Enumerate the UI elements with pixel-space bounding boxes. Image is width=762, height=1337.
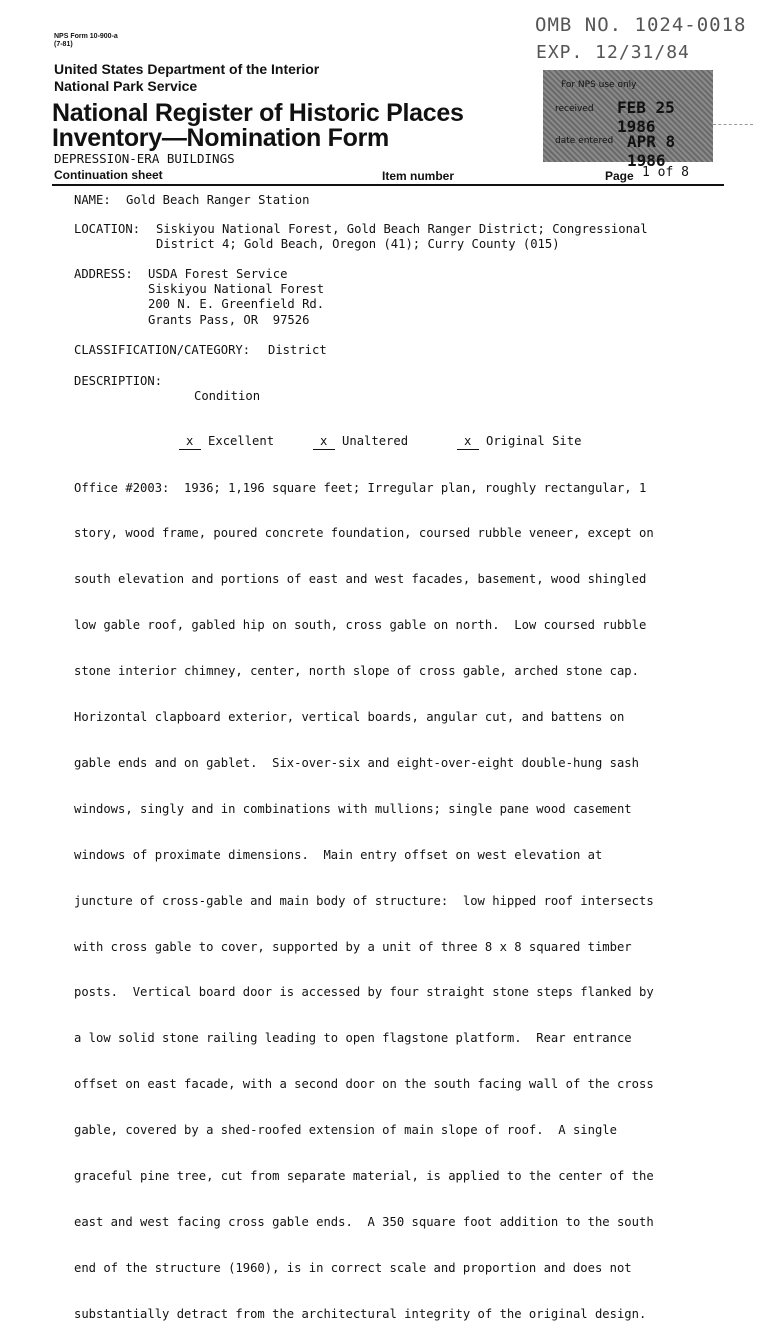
body-line: Office #2003: 1936; 1,196 square feet; Irregular plan, roughly rectangular, 1 (74, 480, 647, 495)
address-line-2: Siskiyou National Forest (148, 282, 325, 296)
address-line-1: USDA Forest Service (148, 267, 288, 281)
condition-original-site (442, 419, 581, 450)
body-line: a low solid stone railing leading to open flagstone platform. Rear entrance (74, 1031, 632, 1046)
body-line: gable, covered by a shed-roofed extension of main slope of roof. A single (74, 1123, 617, 1138)
body-line: end of the structure (1960), is in correct scale and proportion and does not (74, 1260, 632, 1275)
body-line: story, wood frame, poured concrete foundation, coursed rubble veneer, except on (74, 526, 654, 541)
page-value: 1 of 8 (642, 165, 689, 180)
location-line-1: Siskiyou National Forest, Gold Beach Ranger District; Congressional (156, 222, 648, 236)
condition-original-site-label: Original Site (486, 434, 582, 449)
body-line: Horizontal clapboard exterior, vertical boards, angular cut, and battens on (74, 710, 625, 725)
stamp-dash (713, 124, 753, 125)
stamp-received-date: FEB 25 1986 (617, 98, 675, 136)
body-line: posts. Vertical board door is accessed by four straight stone steps flanked by (74, 985, 654, 1000)
omb-number: OMB NO. 1024-0018 (535, 14, 747, 36)
condition-original-site-mark: x (457, 434, 479, 450)
body-line: windows, singly and in combinations with mullions; single pane wood casement (74, 801, 632, 816)
body-line: stone interior chimney, center, north slope of cross gable, arched stone cap. (74, 664, 639, 679)
stamp-entered-label: date entered (555, 136, 614, 146)
condition-unaltered-mark: x (313, 434, 335, 450)
body-line: east and west facing cross gable ends. A 350 square foot addition to the south (74, 1214, 654, 1229)
condition-unaltered-label: Unaltered (342, 434, 409, 449)
continuation-sheet-label: Continuation sheet (54, 168, 163, 182)
nps-use-stamp (543, 70, 713, 170)
address-line-4: Grants Pass, OR 97526 (148, 313, 310, 327)
classification-value: District (268, 343, 327, 357)
description-body (74, 450, 654, 1337)
page-label: Page (605, 169, 634, 183)
address-label: ADDRESS: (74, 267, 133, 281)
location-line-2: District 4; Gold Beach, Oregon (41); Curry County (015) (156, 237, 560, 251)
expiration-date: EXP. 12/31/84 (536, 42, 690, 63)
form-title-line2: Inventory—Nomination Form (52, 124, 389, 152)
form-title-line1: National Register of Historic Places (52, 99, 464, 127)
condition-label: Condition (194, 389, 261, 403)
form-revision: (7-81) (54, 41, 73, 48)
body-line: low gable roof, gabled hip on south, cross gable on north. Low coursed rubble (74, 618, 647, 633)
form-number: NPS Form 10-900-a (54, 33, 118, 40)
body-line: south elevation and portions of east and west facades, basement, wood shingled (74, 572, 647, 587)
item-number-label: Item number (382, 169, 455, 183)
form-subtitle: DEPRESSION-ERA BUILDINGS (54, 151, 235, 166)
location-label: LOCATION: (74, 222, 141, 236)
condition-unaltered (298, 419, 408, 450)
body-line: graceful pine tree, cut from separate material, is applied to the center of the (74, 1168, 654, 1183)
body-line: gable ends and on gablet. Six-over-six and eight-over-eight double-hung sash (74, 755, 639, 770)
condition-excellent-mark: x (179, 434, 201, 450)
description-label: DESCRIPTION: (74, 374, 163, 388)
stamp-header: For NPS use only (561, 80, 637, 90)
body-line: with cross gable to cover, supported by a unit of three 8 x 8 squared timber (74, 939, 632, 954)
body-line: offset on east facade, with a second door on the south facing wall of the cross (74, 1077, 654, 1092)
stamp-received-label: received (555, 104, 594, 114)
department-name: United States Department of the Interior (54, 61, 320, 77)
stamp-entered-date: APR 8 1986 (627, 132, 676, 170)
header-divider (52, 184, 724, 186)
condition-excellent (164, 419, 274, 450)
condition-excellent-label: Excellent (208, 434, 275, 449)
name-label: NAME: (74, 193, 111, 207)
service-name: National Park Service (54, 78, 198, 94)
address-line-3: 200 N. E. Greenfield Rd. (148, 297, 325, 311)
classification-label: CLASSIFICATION/CATEGORY: (74, 343, 251, 357)
body-line: substantially detract from the architectural integrity of the original design. (74, 1306, 647, 1321)
body-line: juncture of cross-gable and main body of structure: low hipped roof intersects (74, 893, 654, 908)
name-value: Gold Beach Ranger Station (126, 193, 310, 207)
body-line: windows of proximate dimensions. Main entry offset on west elevation at (74, 847, 603, 862)
